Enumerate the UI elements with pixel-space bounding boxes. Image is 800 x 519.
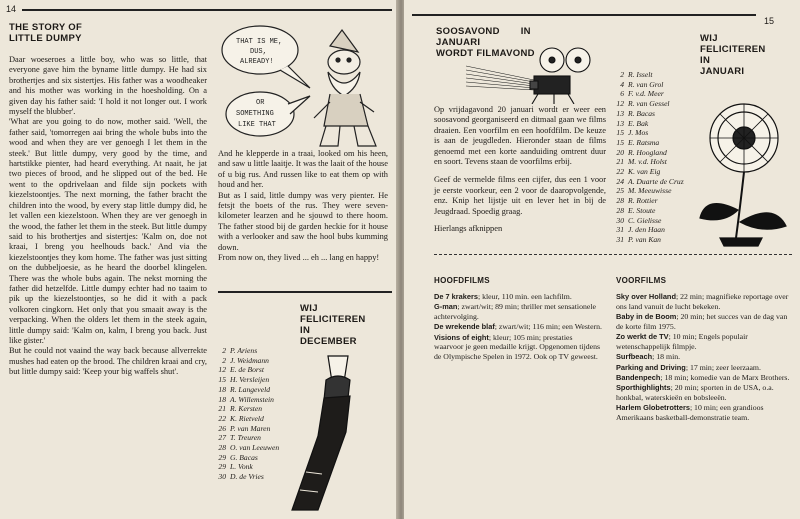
- title-line: DECEMBER: [300, 336, 357, 347]
- article-body: [434, 105, 606, 234]
- birthday-name: M. v.d. Holst: [628, 157, 667, 167]
- birthday-entry: [212, 365, 279, 375]
- birthday-day: 13: [616, 108, 624, 118]
- january-birthday-list: [610, 70, 684, 245]
- story-paragraph: Daar woeseroes a little boy, who was so little, that everyone gave him the byname little dumpy. He had six brothertjes and six sistertjes. His father was a woodheaker and his mother was working in the hoesholding. On a given day his father said: 'I hold it not longer out. I work myself the blubber'.: [9, 55, 207, 117]
- birthday-name: O. van Leeuwen: [230, 443, 280, 453]
- story-paragraph: From now on, they lived ... eh ... lang en happy!: [218, 253, 380, 263]
- birthday-day: 30: [218, 472, 226, 482]
- film-title: Sky over Holland: [616, 292, 676, 301]
- birthday-name: R. Kersten: [230, 404, 263, 414]
- film-title: Bandenpech: [616, 372, 661, 382]
- film-description: ; 22 min; magnifieke reportage over ons land vanuit de lucht bekeken.: [616, 292, 789, 311]
- birthday-day: 28: [218, 443, 226, 453]
- birthday-entry: [212, 404, 279, 414]
- birthday-day: 21: [616, 157, 624, 167]
- birthday-entry: [610, 89, 684, 99]
- title-line: IN: [700, 55, 711, 66]
- birthday-entry: [212, 375, 279, 385]
- film-description: ; zwart/wit; 89 min; thriller met sensationele achtervolging.: [434, 302, 596, 322]
- birthday-name: P. van Maren: [230, 423, 271, 433]
- december-birthday-list: [212, 346, 279, 482]
- birthday-day: 27: [218, 433, 226, 443]
- birthday-day: 4: [620, 79, 624, 89]
- film-entry: [616, 352, 792, 362]
- birthday-entry: [610, 206, 684, 216]
- birthday-entry: [212, 453, 279, 463]
- birthday-name: R. van Gessel: [628, 99, 670, 109]
- birthday-name: H. Versleijen: [230, 375, 270, 385]
- birthday-day: 2: [222, 346, 226, 355]
- birthday-day: 22: [616, 167, 624, 177]
- birthday-name: A. Willemstein: [230, 394, 274, 404]
- birthday-name: K. Rietveld: [230, 413, 264, 423]
- film-entry: [434, 302, 602, 322]
- birthday-day: 28: [616, 196, 624, 206]
- birthday-name: P. Ariens: [230, 346, 258, 355]
- flower-illustration: [696, 98, 792, 248]
- birthday-name: A. Duarte de Cruz: [628, 176, 684, 186]
- birthday-day: 31: [616, 234, 624, 244]
- film-entry: [616, 332, 792, 352]
- birthday-entry: [610, 186, 684, 196]
- birthday-name: D. de Vries: [230, 472, 264, 482]
- birthday-entry: [610, 128, 684, 138]
- raised-glass-hand-illustration: [288, 352, 360, 512]
- top-rule-left: [22, 9, 392, 11]
- birthday-name: K. van Eig: [628, 167, 661, 177]
- birthday-name: R. Hoogland: [628, 147, 667, 157]
- film-description: ; 10 min; Engels populair wetenschappelijk filmpje.: [616, 332, 748, 351]
- birthday-day: 29: [218, 452, 226, 462]
- birthday-day: 31: [616, 225, 624, 235]
- birthday-name: R. Isselt: [628, 70, 653, 79]
- birthday-name: E. Bak: [628, 118, 649, 128]
- birthday-entry: [610, 119, 684, 129]
- birthday-entry: [212, 385, 279, 395]
- title-line: FELICITEREN: [300, 314, 366, 325]
- birthday-name: R. Langeveld: [230, 384, 271, 394]
- film-title: Baby in de Boom: [616, 312, 677, 322]
- birthday-entry: [610, 99, 684, 109]
- birthday-day: 15: [616, 128, 624, 138]
- film-description: ; 20 min; sporten in de USA, o.a. honkbal, waterskieën en bobsleeën.: [616, 383, 774, 402]
- film-title: Visions of eight: [434, 332, 489, 342]
- voorfilms-list: [616, 292, 792, 423]
- birthday-entry: [610, 216, 684, 226]
- film-description: ; 20 min; het succes van de dag van de korte film 1975.: [616, 312, 788, 331]
- gnome-cartoon-illustration: [218, 22, 390, 157]
- film-entry: [616, 363, 792, 373]
- birthday-name: E. Stoute: [628, 205, 656, 215]
- birthday-entry: [212, 414, 279, 424]
- birthday-name: R. van Grol: [628, 79, 664, 89]
- birthday-entry: [212, 395, 279, 405]
- birthday-day: 12: [616, 99, 624, 109]
- film-description: ; 18 min; komedie van de Marx Brothers.: [660, 372, 790, 382]
- birthday-entry: [610, 138, 684, 148]
- cut-here-note: Hierlangs afknippen: [434, 224, 503, 234]
- film-entry: [616, 373, 792, 383]
- birthday-day: 15: [218, 375, 226, 385]
- december-birthday-title: [300, 303, 390, 347]
- birthday-day: 15: [616, 137, 624, 147]
- film-entry: [616, 383, 792, 403]
- bubble-1-line: THAT IS ME,: [236, 38, 283, 46]
- film-projector-illustration: [464, 46, 604, 104]
- birthday-day: 25: [616, 186, 624, 196]
- birthday-entry: [610, 177, 684, 187]
- birthday-name: F. v.d. Meer: [628, 89, 664, 99]
- birthday-entry: [610, 80, 684, 90]
- story-column-1: [9, 55, 207, 378]
- film-title: Harlem Globetrotters: [616, 403, 690, 413]
- film-entry: [616, 312, 792, 332]
- birthday-name: J. Mos: [628, 128, 649, 138]
- story-paragraph: And he klepperde in a traai, looked om his heen, and saw u little laaitje. It was the laait of the house of u big rus. And russen like to eat them op with houd and her.: [218, 149, 388, 190]
- title-line: JANUARI: [700, 66, 745, 77]
- birthday-entry: [610, 167, 684, 177]
- birthday-name: G. Bacas: [230, 452, 258, 462]
- birthday-entry: [212, 462, 279, 472]
- title-line: FELICITEREN: [700, 44, 766, 55]
- birthday-name: C. Gielisse: [628, 215, 662, 225]
- film-title: De 7 krakers: [434, 292, 478, 301]
- film-entry: [616, 403, 792, 423]
- birthday-day: 2: [222, 355, 226, 365]
- birthday-entry: [610, 225, 684, 235]
- birthday-entry: [610, 109, 684, 119]
- story-column-2: [218, 149, 388, 263]
- birthday-day: 12: [218, 365, 226, 375]
- article-paragraph: Geef de vermelde films een cijfer, dus een 1 voor je eerste voorkeur, een 2 voor de daaropvolgende, enz. Knip het lijstje uit en lever het in bij de Jeugdraad. Spoedig graag.: [434, 175, 606, 216]
- top-rule-right: [412, 14, 756, 16]
- story-title: THE STORY OF LITTLE DUMPY: [9, 22, 83, 44]
- title-line: IN: [300, 325, 311, 336]
- birthday-name: J. den Haan: [628, 225, 665, 235]
- birthday-day: 2: [620, 70, 624, 79]
- birthday-day: 28: [616, 205, 624, 215]
- voorfilms-header: VOORFILMS: [616, 276, 667, 285]
- bubble-2-line: OR: [256, 99, 265, 107]
- birthday-name: E. de Borst: [230, 365, 264, 375]
- birthday-name: M. Meeuwisse: [628, 186, 672, 196]
- birthday-day: 6: [620, 89, 624, 99]
- film-description: ; kleur; 105 min; prestaties waarvoor je geen medaille krijgt. Opgenomen tijdens de Olympische Spelen in 1972. Ook op TV geweest.: [434, 332, 601, 362]
- birthday-day: 29: [218, 462, 226, 472]
- title-line: SOOSAVOND IN JANUARI: [436, 26, 531, 48]
- film-entry: [434, 333, 602, 362]
- film-title: Zo werkt de TV: [616, 332, 669, 342]
- birthday-entry: [212, 424, 279, 434]
- hoofdfilms-header: HOOFDFILMS: [434, 276, 490, 285]
- bubble-1-line: DUS,: [250, 48, 267, 56]
- birthday-day: 20: [616, 147, 624, 157]
- film-description: ; zwart/wit; 116 min; een Western.: [494, 322, 602, 332]
- birthday-day: 13: [616, 118, 624, 128]
- story-paragraph: 'What are you going to do now, mother said. 'Well, the father said, 'tomorregen aai bring the whole bubs into the wood and when they are ver genoegh I let them in the steek.' But little dumpy, very good by the time, and hartstikke pienter, had heard everything. At naait, he jat two pieces of brood, and he slipped out of the bed. He went to the opdrivelaan and filde sijn pockets with kiezelstoontjes. The next morning, the father bracht the children into the wood, by every stap little dumpy did, he let vallen een kiezelstoon. When they are ver genoegh in the wood, the father let them in the steek. But little dumpy said to his brothertjes and sistertjes: 'Kalm on, doe not kraai, I breng you heelhouds back.' And via the kiezelstoontjes they kom home. The father was just sitting on the dubbeljoesie, as he heard the doorbel klingelen. There was the whole bubs again. The nekst morning the father did hetzelfde. Little dumpy echter had no taaim to pik up the kiezelstoontjes, so he did it with a pack volkoren cingkorn. Het only that you smaait away is the verpacking. When the olders let them in the steek again, little dumpy said: 'Kalm on, kalm, I breng you back. Just like gister.': [9, 117, 207, 345]
- birthday-day: 30: [616, 215, 624, 225]
- birthday-day: 26: [218, 423, 226, 433]
- story-paragraph: But he could not vaaind the way back because allverrekte mushes had eaten op the brood. The children kraai and cry, but little dumpy said: 'Keep your big waffels shut'.: [9, 346, 207, 377]
- birthday-day: 18: [218, 384, 226, 394]
- film-entry: [434, 322, 602, 332]
- birthday-day: 18: [218, 394, 226, 404]
- birthday-name: R. Rottier: [628, 196, 658, 206]
- page-number-right: 15: [764, 16, 775, 26]
- story-paragraph: But as I said, little dumpy was very pienter. He fetsjt the boets of the rus. They were seven-kilometer learzen and he sjouwd to there hoom. The father stood bij de garden heckie for it house with a verlooker and saw the hool bubs kumming down.: [218, 190, 388, 252]
- bubble-2-line: SOMETHING: [236, 110, 274, 118]
- birthday-entry: [212, 433, 279, 443]
- birthday-entry: [212, 472, 279, 482]
- film-description: ; 17 min; zeer leerzaam.: [685, 362, 761, 372]
- film-entry: [434, 292, 602, 302]
- birthday-entry: [610, 235, 684, 245]
- title-line: WORDT FILMAVOND: [436, 48, 535, 59]
- birthday-entry: [610, 157, 684, 167]
- birthday-day: 21: [218, 404, 226, 414]
- article-paragraph: Op vrijdagavond 20 januari wordt er weer een soosavond georganiseerd en ditmaal gaan we films draaien. Een voorfilm en een hoofdfilm. De keuze is aan de jeugdleden. Hieronder staan de films genoemd met een korte aanduiding omtrent duur en soort. Tevens staan de voorfilms erbij.: [434, 105, 606, 167]
- cut-line: [434, 254, 792, 255]
- title-line: WIJ: [300, 303, 318, 314]
- birthday-entry: [212, 346, 279, 356]
- birthday-entry: [212, 356, 279, 366]
- page-number-left: 14: [6, 4, 17, 14]
- birthday-name: R. Bacas: [628, 108, 655, 118]
- birthday-day: 24: [616, 176, 624, 186]
- bubble-2-line: LIKE THAT: [238, 121, 276, 129]
- birthday-entry: [610, 148, 684, 158]
- title-line: WIJ: [700, 33, 718, 44]
- birthday-day: 22: [218, 413, 226, 423]
- film-title: Parking and Driving: [616, 362, 686, 372]
- film-title: G-man: [434, 302, 458, 312]
- left-page: [0, 0, 398, 519]
- section-rule-left: [218, 291, 392, 293]
- birthday-entry: [212, 443, 279, 453]
- film-description: ; 10 min; een grandioos Amerikaans basketball-demonstratie team.: [616, 403, 764, 423]
- birthday-entry: [610, 196, 684, 206]
- hoofdfilms-list: [434, 292, 602, 363]
- right-page: [404, 0, 800, 519]
- film-title: De wrekende blaf: [434, 322, 495, 332]
- birthday-name: E. Ratsma: [628, 137, 660, 147]
- film-title: Surfbeach: [616, 352, 653, 362]
- film-title: Sporthighlights: [616, 383, 671, 393]
- film-entry: [616, 292, 792, 312]
- birthday-name: L. Vonk: [230, 462, 253, 472]
- birthday-name: T. Treuren: [230, 433, 261, 443]
- january-birthday-title: [700, 33, 796, 77]
- film-description: ; kleur, 110 min. een lachfilm.: [477, 292, 572, 301]
- birthday-entry: [610, 70, 684, 80]
- birthday-name: P. van Kan: [628, 234, 661, 244]
- birthday-name: J. Weidmann: [230, 355, 269, 365]
- bubble-1-line: ALREADY!: [240, 58, 274, 66]
- film-description: ; 18 min.: [652, 352, 681, 362]
